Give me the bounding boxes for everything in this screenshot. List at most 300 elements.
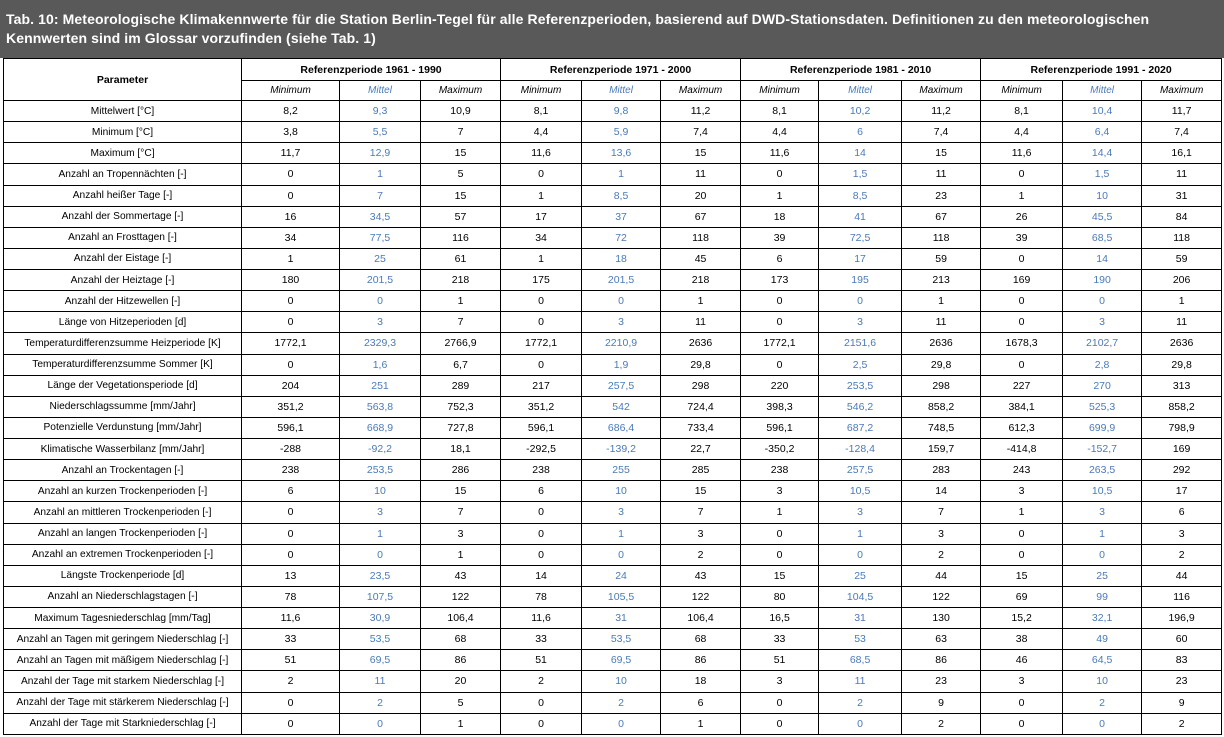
maximum-cell: 11: [661, 312, 741, 333]
maximum-cell: 23: [1142, 671, 1222, 692]
minimum-cell: 1: [741, 502, 819, 523]
minimum-cell: 6: [242, 481, 340, 502]
maximum-cell: 116: [421, 227, 501, 248]
mittel-cell: 0: [1063, 713, 1142, 734]
minimum-cell: 351,2: [242, 396, 340, 417]
table-row: [4, 164, 1222, 185]
mittel-cell: 72: [582, 227, 661, 248]
mittel-cell: 2210,9: [582, 333, 661, 354]
table-row: [4, 101, 1222, 122]
mittel-cell: 41: [819, 206, 902, 227]
maximum-cell: 11: [1142, 312, 1222, 333]
mittel-cell: 257,5: [582, 375, 661, 396]
mittel-cell: 25: [819, 565, 902, 586]
mittel-cell: 30,9: [340, 608, 421, 629]
maximum-cell: 118: [1142, 227, 1222, 248]
parameter-cell: Minimum [°C]: [4, 122, 242, 143]
minimum-cell: 1: [501, 185, 582, 206]
maximum-cell: 289: [421, 375, 501, 396]
minimum-cell: 0: [242, 692, 340, 713]
maximum-cell: 14: [902, 481, 981, 502]
maximum-cell: 86: [661, 650, 741, 671]
mittel-cell: 25: [1063, 565, 1142, 586]
maximum-cell: 798,9: [1142, 417, 1222, 438]
minimum-cell: 0: [981, 248, 1063, 269]
maximum-cell: 20: [661, 185, 741, 206]
minimum-cell: 1: [981, 502, 1063, 523]
maximum-cell: 11,2: [661, 101, 741, 122]
maximum-cell: 159,7: [902, 439, 981, 460]
mittel-cell: 263,5: [1063, 460, 1142, 481]
table-row: [4, 248, 1222, 269]
minimum-cell: 3: [981, 481, 1063, 502]
maximum-cell: 43: [661, 565, 741, 586]
minimum-cell: 11,6: [501, 143, 582, 164]
mittel-cell: 2: [819, 692, 902, 713]
table-row: [4, 713, 1222, 734]
mittel-cell: 3: [819, 312, 902, 333]
minimum-cell: 0: [741, 354, 819, 375]
maximum-cell: 106,4: [661, 608, 741, 629]
table-body: [4, 101, 1222, 735]
maximum-cell: 3: [1142, 523, 1222, 544]
minimum-cell: 14: [501, 565, 582, 586]
minimum-cell: 11,6: [981, 143, 1063, 164]
mittel-cell: 2,8: [1063, 354, 1142, 375]
mittel-cell: 2: [582, 692, 661, 713]
mittel-cell: 1: [340, 523, 421, 544]
minimum-cell: 1678,3: [981, 333, 1063, 354]
minimum-cell: 238: [242, 460, 340, 481]
mittel-cell: 68,5: [1063, 227, 1142, 248]
mittel-cell: 68,5: [819, 650, 902, 671]
mittel-cell: 668,9: [340, 417, 421, 438]
maximum-cell: 213: [902, 270, 981, 291]
mittel-cell: 2,5: [819, 354, 902, 375]
minimum-cell: 1: [981, 185, 1063, 206]
minimum-cell: 0: [501, 354, 582, 375]
maximum-cell: 7: [421, 122, 501, 143]
mittel-cell: 77,5: [340, 227, 421, 248]
table-row: [4, 354, 1222, 375]
mittel-cell: 525,3: [1063, 396, 1142, 417]
mittel-cell: 17: [819, 248, 902, 269]
table-row: [4, 375, 1222, 396]
maximum-cell: 116: [1142, 586, 1222, 607]
table-row: [4, 396, 1222, 417]
mittel-cell: 45,5: [1063, 206, 1142, 227]
maximum-cell: 858,2: [902, 396, 981, 417]
maximum-cell: 43: [421, 565, 501, 586]
mittel-cell: 7: [340, 185, 421, 206]
maximum-cell: 60: [1142, 629, 1222, 650]
minimum-cell: 15: [741, 565, 819, 586]
parameter-cell: Anzahl der Tage mit stärkerem Niederschlag [-]: [4, 692, 242, 713]
table-row: [4, 671, 1222, 692]
mittel-cell: 53,5: [582, 629, 661, 650]
maximum-cell: 122: [661, 586, 741, 607]
mittel-cell: 563,8: [340, 396, 421, 417]
minimum-cell: 3: [981, 671, 1063, 692]
minimum-cell: -292,5: [501, 439, 582, 460]
maximum-cell: 733,4: [661, 417, 741, 438]
minimum-cell: 34: [242, 227, 340, 248]
period-header-1991: Referenzperiode 1991 - 2020: [981, 59, 1222, 81]
minimum-cell: 34: [501, 227, 582, 248]
table-row: [4, 586, 1222, 607]
maximum-cell: 292: [1142, 460, 1222, 481]
parameter-cell: Klimatische Wasserbilanz [mm/Jahr]: [4, 439, 242, 460]
parameter-cell: Anzahl heißer Tage [-]: [4, 185, 242, 206]
minimum-cell: 0: [981, 544, 1063, 565]
minimum-cell: 0: [501, 291, 582, 312]
parameter-cell: Mittelwert [°C]: [4, 101, 242, 122]
table-row: [4, 206, 1222, 227]
parameter-cell: Anzahl der Hitzewellen [-]: [4, 291, 242, 312]
maximum-cell: 196,9: [1142, 608, 1222, 629]
mittel-cell: 9,8: [582, 101, 661, 122]
maximum-cell: 7: [902, 502, 981, 523]
minimum-cell: 0: [981, 692, 1063, 713]
mittel-cell: 11: [340, 671, 421, 692]
minimum-cell: 0: [981, 713, 1063, 734]
minimum-cell: 0: [242, 354, 340, 375]
mittel-cell: 9,3: [340, 101, 421, 122]
table-row: [4, 608, 1222, 629]
table-row: [4, 270, 1222, 291]
minimum-cell: 0: [741, 523, 819, 544]
table-row: [4, 523, 1222, 544]
minimum-cell: 0: [242, 502, 340, 523]
mittel-cell: -139,2: [582, 439, 661, 460]
col-maximum: Maximum: [661, 81, 741, 101]
maximum-cell: 6: [661, 692, 741, 713]
minimum-cell: 1772,1: [242, 333, 340, 354]
period-header-1981: Referenzperiode 1981 - 2010: [741, 59, 981, 81]
col-minimum: Minimum: [741, 81, 819, 101]
minimum-cell: 0: [501, 544, 582, 565]
mittel-cell: 3: [1063, 502, 1142, 523]
maximum-cell: 206: [1142, 270, 1222, 291]
maximum-cell: 15: [902, 143, 981, 164]
mittel-cell: 10: [1063, 185, 1142, 206]
parameter-cell: Niederschlagssumme [mm/Jahr]: [4, 396, 242, 417]
minimum-cell: 0: [501, 523, 582, 544]
mittel-cell: 0: [582, 544, 661, 565]
mittel-cell: 10,5: [1063, 481, 1142, 502]
table-row: [4, 481, 1222, 502]
maximum-cell: 283: [902, 460, 981, 481]
mittel-cell: 1: [582, 164, 661, 185]
parameter-cell: Anzahl an Trockentagen [-]: [4, 460, 242, 481]
mittel-cell: 10: [340, 481, 421, 502]
mittel-cell: 8,5: [819, 185, 902, 206]
minimum-cell: 175: [501, 270, 582, 291]
minimum-cell: 0: [242, 713, 340, 734]
mittel-cell: 10: [1063, 671, 1142, 692]
minimum-cell: 8,1: [501, 101, 582, 122]
maximum-cell: 2: [661, 544, 741, 565]
mittel-cell: 687,2: [819, 417, 902, 438]
minimum-cell: 0: [741, 291, 819, 312]
maximum-cell: 748,5: [902, 417, 981, 438]
minimum-cell: 0: [242, 523, 340, 544]
maximum-cell: 298: [661, 375, 741, 396]
parameter-cell: Maximum [°C]: [4, 143, 242, 164]
maximum-cell: 67: [661, 206, 741, 227]
minimum-cell: 4,4: [741, 122, 819, 143]
maximum-cell: 1: [1142, 291, 1222, 312]
mittel-cell: 1,6: [340, 354, 421, 375]
table-row: [4, 439, 1222, 460]
minimum-cell: 180: [242, 270, 340, 291]
maximum-cell: 57: [421, 206, 501, 227]
maximum-cell: 1: [421, 713, 501, 734]
parameter-cell: Maximum Tagesniederschlag [mm/Tag]: [4, 608, 242, 629]
maximum-cell: 2636: [902, 333, 981, 354]
minimum-cell: 8,1: [981, 101, 1063, 122]
maximum-cell: 122: [902, 586, 981, 607]
mittel-cell: 31: [582, 608, 661, 629]
minimum-cell: 3: [741, 481, 819, 502]
minimum-cell: 596,1: [242, 417, 340, 438]
maximum-cell: 10,9: [421, 101, 501, 122]
minimum-cell: 11,6: [242, 608, 340, 629]
maximum-cell: 1: [661, 713, 741, 734]
mittel-cell: 686,4: [582, 417, 661, 438]
minimum-cell: -350,2: [741, 439, 819, 460]
maximum-cell: 18: [661, 671, 741, 692]
period-header-1961: Referenzperiode 1961 - 1990: [242, 59, 501, 81]
minimum-cell: -414,8: [981, 439, 1063, 460]
minimum-cell: 1: [242, 248, 340, 269]
minimum-cell: 6: [741, 248, 819, 269]
maximum-cell: 31: [1142, 185, 1222, 206]
parameter-cell: Längste Trockenperiode [d]: [4, 565, 242, 586]
parameter-cell: Anzahl an Tagen mit mäßigem Niederschlag [-]: [4, 650, 242, 671]
minimum-cell: 33: [242, 629, 340, 650]
mittel-cell: 49: [1063, 629, 1142, 650]
parameter-cell: Anzahl an extremen Trockenperioden [-]: [4, 544, 242, 565]
maximum-cell: 11: [902, 164, 981, 185]
maximum-cell: 20: [421, 671, 501, 692]
minimum-cell: 1: [501, 248, 582, 269]
mittel-cell: 542: [582, 396, 661, 417]
mittel-cell: 251: [340, 375, 421, 396]
maximum-cell: 5: [421, 164, 501, 185]
maximum-cell: 67: [902, 206, 981, 227]
maximum-cell: 2: [902, 713, 981, 734]
maximum-cell: 5: [421, 692, 501, 713]
maximum-cell: 29,8: [1142, 354, 1222, 375]
minimum-cell: 1: [741, 185, 819, 206]
maximum-cell: 7,4: [661, 122, 741, 143]
minimum-cell: 0: [242, 544, 340, 565]
maximum-cell: 45: [661, 248, 741, 269]
parameter-cell: Anzahl an mittleren Trockenperioden [-]: [4, 502, 242, 523]
minimum-cell: 80: [741, 586, 819, 607]
col-minimum: Minimum: [501, 81, 582, 101]
mittel-cell: 2: [340, 692, 421, 713]
minimum-cell: 78: [242, 586, 340, 607]
mittel-cell: -128,4: [819, 439, 902, 460]
minimum-cell: 46: [981, 650, 1063, 671]
minimum-cell: 4,4: [981, 122, 1063, 143]
maximum-cell: 6,7: [421, 354, 501, 375]
mittel-cell: 0: [582, 291, 661, 312]
maximum-cell: 15: [421, 143, 501, 164]
minimum-cell: 51: [741, 650, 819, 671]
maximum-cell: 7,4: [902, 122, 981, 143]
minimum-cell: 4,4: [501, 122, 582, 143]
table-row: [4, 565, 1222, 586]
mittel-cell: 5,9: [582, 122, 661, 143]
mittel-cell: 105,5: [582, 586, 661, 607]
mittel-cell: -92,2: [340, 439, 421, 460]
mittel-cell: 0: [340, 713, 421, 734]
minimum-cell: 0: [501, 164, 582, 185]
table-row: [4, 629, 1222, 650]
col-maximum: Maximum: [902, 81, 981, 101]
minimum-cell: 238: [501, 460, 582, 481]
mittel-cell: 3: [582, 312, 661, 333]
mittel-cell: 195: [819, 270, 902, 291]
mittel-cell: 6,4: [1063, 122, 1142, 143]
mittel-cell: 23,5: [340, 565, 421, 586]
maximum-cell: 7,4: [1142, 122, 1222, 143]
mittel-cell: 1: [819, 523, 902, 544]
table-row: [4, 185, 1222, 206]
maximum-cell: 18,1: [421, 439, 501, 460]
minimum-cell: 0: [242, 185, 340, 206]
minimum-cell: 15: [981, 565, 1063, 586]
minimum-cell: 0: [981, 312, 1063, 333]
maximum-cell: 84: [1142, 206, 1222, 227]
maximum-cell: 9: [902, 692, 981, 713]
maximum-cell: 59: [1142, 248, 1222, 269]
mittel-cell: 10,5: [819, 481, 902, 502]
minimum-cell: -288: [242, 439, 340, 460]
mittel-cell: 64,5: [1063, 650, 1142, 671]
maximum-cell: 86: [902, 650, 981, 671]
maximum-cell: 122: [421, 586, 501, 607]
minimum-cell: 6: [501, 481, 582, 502]
minimum-cell: 78: [501, 586, 582, 607]
parameter-cell: Anzahl an langen Trockenperioden [-]: [4, 523, 242, 544]
maximum-cell: 218: [421, 270, 501, 291]
minimum-cell: 33: [741, 629, 819, 650]
minimum-cell: 1772,1: [501, 333, 582, 354]
maximum-cell: 29,8: [902, 354, 981, 375]
maximum-cell: 727,8: [421, 417, 501, 438]
maximum-cell: 68: [661, 629, 741, 650]
mittel-cell: 546,2: [819, 396, 902, 417]
minimum-cell: 0: [242, 164, 340, 185]
minimum-cell: 3,8: [242, 122, 340, 143]
table-row: [4, 692, 1222, 713]
maximum-cell: 2636: [1142, 333, 1222, 354]
minimum-cell: 0: [981, 354, 1063, 375]
table-row: [4, 333, 1222, 354]
period-header-1971: Referenzperiode 1971 - 2000: [501, 59, 741, 81]
mittel-cell: 1: [340, 164, 421, 185]
mittel-cell: 1: [1063, 523, 1142, 544]
mittel-cell: 0: [582, 713, 661, 734]
maximum-cell: 23: [902, 671, 981, 692]
minimum-cell: 2: [501, 671, 582, 692]
maximum-cell: 118: [661, 227, 741, 248]
mittel-cell: 3: [1063, 312, 1142, 333]
col-mittel: Mittel: [819, 81, 902, 101]
maximum-cell: 15: [421, 185, 501, 206]
minimum-cell: 18: [741, 206, 819, 227]
mittel-cell: 699,9: [1063, 417, 1142, 438]
minimum-cell: 15,2: [981, 608, 1063, 629]
parameter-cell: Anzahl der Tage mit starkem Niederschlag [-]: [4, 671, 242, 692]
minimum-cell: 351,2: [501, 396, 582, 417]
mittel-cell: 25: [340, 248, 421, 269]
parameter-cell: Potenzielle Verdunstung [mm/Jahr]: [4, 417, 242, 438]
minimum-cell: 16,5: [741, 608, 819, 629]
maximum-cell: 29,8: [661, 354, 741, 375]
maximum-cell: 9: [1142, 692, 1222, 713]
parameter-cell: Länge von Hitzeperioden [d]: [4, 312, 242, 333]
mittel-cell: 0: [819, 544, 902, 565]
mittel-cell: 270: [1063, 375, 1142, 396]
mittel-cell: 6: [819, 122, 902, 143]
minimum-cell: 0: [741, 312, 819, 333]
parameter-cell: Anzahl an Niederschlagstagen [-]: [4, 586, 242, 607]
maximum-cell: 15: [421, 481, 501, 502]
minimum-cell: 204: [242, 375, 340, 396]
maximum-cell: 3: [661, 523, 741, 544]
maximum-cell: 2766,9: [421, 333, 501, 354]
minimum-cell: 51: [501, 650, 582, 671]
table-caption: Tab. 10: Meteorologische Klimakennwerte für die Station Berlin-Tegel für alle Referenzperioden, basierend auf DWD-Stationsdaten. Definitionen zu den meteorologischen Kennwerten sind im Glossar vorzufinden (siehe Tab. 1): [0, 0, 1224, 58]
minimum-cell: 596,1: [741, 417, 819, 438]
maximum-cell: 86: [421, 650, 501, 671]
minimum-cell: 16: [242, 206, 340, 227]
maximum-cell: 1: [661, 291, 741, 312]
table-row: [4, 650, 1222, 671]
mittel-cell: 14: [1063, 248, 1142, 269]
minimum-cell: 227: [981, 375, 1063, 396]
minimum-cell: 11,7: [242, 143, 340, 164]
mittel-cell: 0: [819, 713, 902, 734]
minimum-cell: 11,6: [501, 608, 582, 629]
maximum-cell: 63: [902, 629, 981, 650]
mittel-cell: 99: [1063, 586, 1142, 607]
minimum-cell: 51: [242, 650, 340, 671]
minimum-cell: 8,2: [242, 101, 340, 122]
maximum-cell: 298: [902, 375, 981, 396]
minimum-cell: 217: [501, 375, 582, 396]
maximum-cell: 22,7: [661, 439, 741, 460]
minimum-cell: 0: [981, 523, 1063, 544]
minimum-cell: 0: [741, 544, 819, 565]
mittel-cell: 0: [819, 291, 902, 312]
mittel-cell: 3: [340, 502, 421, 523]
maximum-cell: 11,2: [902, 101, 981, 122]
maximum-cell: 15: [661, 481, 741, 502]
mittel-cell: 257,5: [819, 460, 902, 481]
mittel-cell: 2: [1063, 692, 1142, 713]
parameter-cell: Anzahl der Heiztage [-]: [4, 270, 242, 291]
maximum-cell: 2: [902, 544, 981, 565]
minimum-cell: 26: [981, 206, 1063, 227]
minimum-cell: 2: [242, 671, 340, 692]
maximum-cell: 286: [421, 460, 501, 481]
